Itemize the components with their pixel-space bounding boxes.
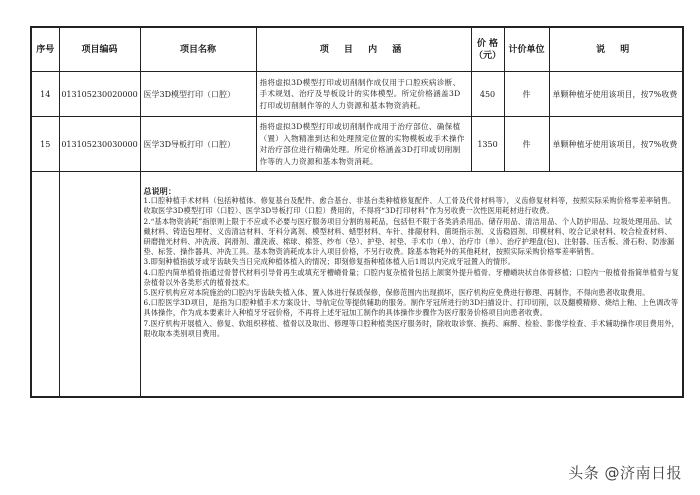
notes-row [31,172,683,398]
header-seq: 序号 [31,27,59,72]
watermark: 头条 @济南日报 [568,464,682,482]
cell-price: 450 [471,72,504,117]
table-row [31,72,683,117]
note-item-7: 7.医疗机构开展植入、修复、软组织移植、植骨以及取出、修理等口腔种植类医疗服务时，除收取诊察、换药、麻醉、检验、影像学检查、手术辅助操作项目费用外，限收取本类别项目费用。 [143,318,679,338]
table-header-row [31,27,683,72]
cell-name: 医学3D导板打印（口腔） [140,117,256,172]
cell-code: 013105230020000 [59,72,140,117]
header-price-line2: （元） [473,50,501,61]
note-item-6: 6.口腔医学3D项目，是指为口腔种植手术方案设计、导航定位等提供辅助的服务。制作牙冠所进行的3D扫描设计、打印切削，以及翻模精修、烧结上釉、上色调改等具体操作，作为成本要素计入种植牙牙冠价格，不再将上述牙冠加工制作的具体操作步骤作为医疗服务价格项目向患者收费。 [143,298,679,318]
notes-empty-code [59,172,140,398]
cell-unit: 件 [504,117,549,172]
note-item-4: 4.口腔内简单植骨指通过骨替代材料引导骨再生或填充牙槽嵴骨量；口腔内复杂植骨包括上颌窦外提升植骨、牙槽嵴块状自体骨移植；口腔内一般植骨指简单植骨与复杂植骨以外各类形式的植骨技术。 [143,267,679,287]
notes-empty-seq [31,172,59,398]
cell-price: 1350 [471,117,504,172]
header-content: 项 目 内 涵 [256,27,471,72]
header-code: 项目编码 [59,27,140,72]
notes-title: 总说明： [143,186,177,196]
cell-seq: 14 [31,72,59,117]
header-price [471,27,504,72]
note-item-3: 3.即刻种植指拔牙或牙齿缺失当日完成种植体植入的情况；即刻修复指种植体植入后1周以内完成牙冠置入的情形。 [143,257,515,267]
cell-content: 指将虚拟3D模型打印或切削制作成仅用于口腔疾病诊断、手术规划、治疗及导板设计的实体模型。所定价格涵盖3D打印或切削制作等的人力资源和基本物资消耗。 [256,72,471,117]
cell-code: 013105230030000 [59,117,140,172]
note-item-5: 5.医疗机构应对本院施治的口腔内牙齿缺失植入体、置入体进行保质保修，保修范围内出现损坏，医疗机构应免费进行修理、再制作，不得向患者收取费用。 [143,288,650,298]
general-notes [140,172,683,398]
cell-content: 指将虚拟3D模型打印或切削制作成用于治疗部位、确保植（置）入物精准到达和处理预定位置的实物模板或手术操作对治疗部位进行精确处理。所定价格涵盖3D打印或切削制作等的人力资源和基本物资消耗。 [256,117,471,172]
cell-name: 医学3D模型打印（口腔） [140,72,256,117]
note-item-1: 1.口腔种植手术材料（包括种植体、修复基台及配件、愈合基台、非基台类种植修复配件、人工骨及代骨材料等），义齿修复材料等，按照实际采购价格零差率销售。收取医学3D模型打印（口腔）、医学3D导板打印（口腔）费用的，不得将“3D打印材料”作为另收费一次性医用耗材进行收费。 [143,196,676,216]
table-row [31,117,683,172]
cell-note: 单颗种植牙使用该项目，按7%收费 [549,117,683,172]
header-note: 说 明 [549,27,683,72]
cell-note: 单颗种植牙使用该项目，按7%收费 [549,72,683,117]
header-unit: 计价单位 [504,27,549,72]
pricing-table [30,26,684,398]
cell-unit: 件 [504,72,549,117]
header-price-line1: 价 格 [476,38,499,49]
note-item-2: 2.“基本物资消耗”指原则上限于不应或不必要与医疗服务项目分割的易耗品，包括但不限于各类消杀用品、储存用品、清洁用品、个人防护用品、垃圾处理用品、试戴材料、铸造包埋材、义齿清洁材料、牙科分离剂、模型材料、蜡型材料、车针、排龈材料、菌斑指示剂、义齿稳固剂、印模材料、咬合记录材料、咬合检查材料、研磨抛光材料、冲洗液、润滑剂、灌洗液、棉球、棉签、纱布（垫）、护垫、衬垫、手术巾（单）、治疗巾（单）、治疗护理盘(包)、注射器、压舌板、滑石粉、防渗漏垫、标签、操作器具、冲洗工具。基本物资消耗成本计入项目价格，不另行收费。除基本物耗外的其他耗材，按照实际采购价格零差率销售。 [143,216,675,257]
cell-seq: 15 [31,117,59,172]
header-name: 项目名称 [140,27,256,72]
